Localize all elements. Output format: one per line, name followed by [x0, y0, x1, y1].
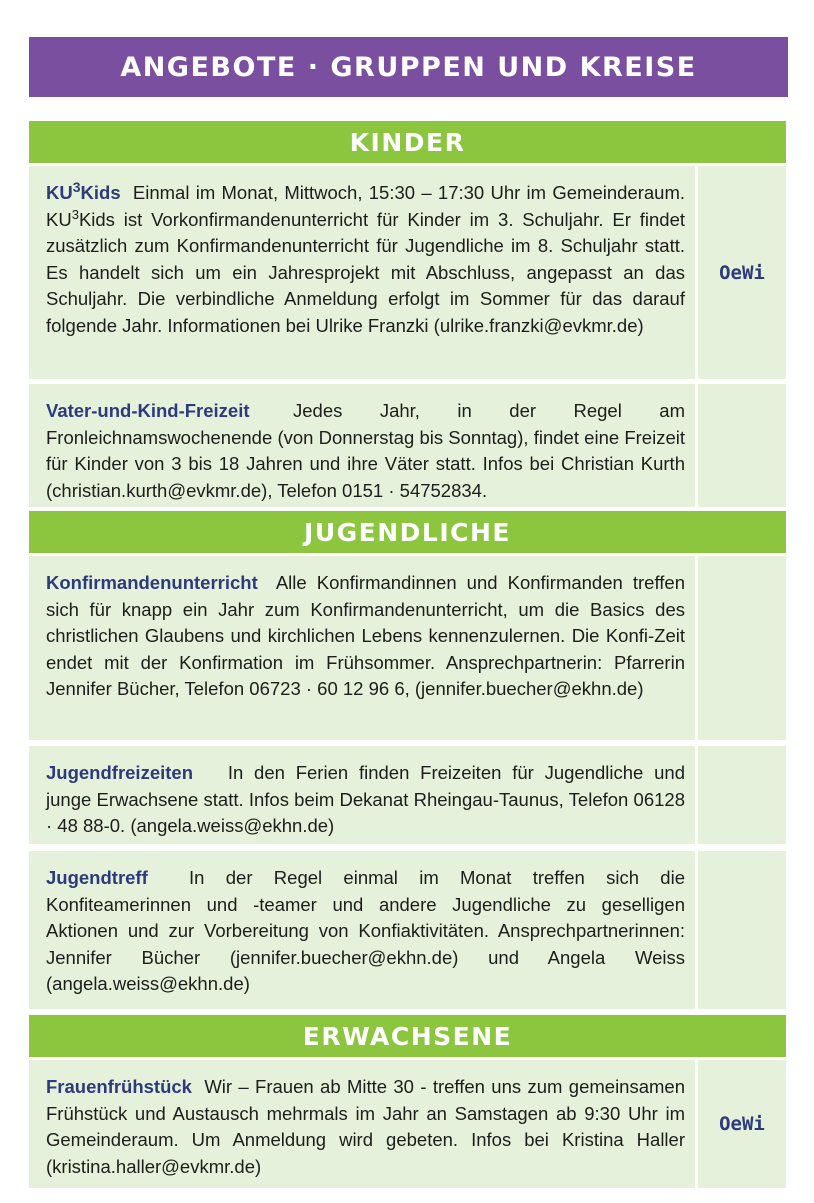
- entry-title: Frauenfrühstück: [46, 1076, 192, 1097]
- title-part: Kids: [80, 182, 121, 203]
- entry-vater-kind-freizeit: [29, 384, 786, 507]
- section-header-erwachsene: ERWACHSENE: [29, 1015, 786, 1057]
- entry-text: In der Regel einmal im Monat treffen sich die Konfiteamerinnen und -teamer und andere Jugendliche zu geselligen Aktionen und zur Vorbereitung von Konfiaktivitäten. Ansprechpartnerinnen: Jennifer Bücher (jennifer.buecher@ekhn.de) und Angela Weiss (angela.weiss@ekhn.de): [46, 867, 685, 995]
- text-superscript: 3: [71, 206, 79, 222]
- title-part: KU: [46, 182, 73, 203]
- entry-frauenfruehstueck: [29, 1060, 786, 1188]
- entry-title: Konfirmandenunterricht: [46, 572, 258, 593]
- entry-text: Alle Konfirmandinnen und Konfirmanden treffen sich für knapp ein Jahr zum Konfirmandenunterricht, um die Basics des christlichen Glaubens und kirchlichen Lebens kennenzulernen. Die Konfi-Zeit endet mit der Konfirmation im Frühsommer. Ansprechpartnerin: Pfarrerin Jennifer Bücher, Telefon 06723 · 60 12 96 6, (jennifer.buecher@ekhn.de): [46, 572, 685, 700]
- entry-title: [46, 178, 121, 203]
- entry-side-code: OeWi: [698, 1060, 786, 1188]
- entry-title: Vater-und-Kind-Freizeit: [46, 400, 250, 421]
- entry-text: Jedes Jahr, in der Regel am Fronleichnamswochenende (von Donnerstag bis Sonntag), findet eine Freizeit für Kinder von 3 bis 18 Jahren und ihre Väter statt. Infos bei Christian Kurth (christian.kurth@evkmr.de), Telefon 0151 · 54752834.: [46, 400, 686, 501]
- entry-text: In den Ferien finden Freizeiten für Jugendliche und junge Erwachsene statt. Infos beim Dekanat Rheingau-Taunus, Telefon 06128 · 48 88-0. (angela.weiss@ekhn.de): [46, 762, 686, 837]
- entry-content: [29, 384, 695, 507]
- entry-side-code: [698, 851, 786, 1009]
- section-header-jugendliche: JUGENDLICHE: [29, 511, 786, 553]
- entry-side-code: [698, 384, 786, 507]
- entry-content: [29, 851, 695, 1009]
- entry-title: Jugendtreff: [46, 867, 148, 888]
- entry-jugendtreff: [29, 851, 786, 1009]
- entry-side-code: OeWi: [698, 166, 786, 379]
- entry-content: [29, 556, 695, 740]
- entry-text: Kids ist Vorkonfirmandenunterricht für Kinder im 3. Schuljahr. Er findet zusätzlich zum Konfirmandenunterricht für Jugendliche im 8. Schuljahr statt. Es handelt sich um ein Jahresprojekt mit Abschluss, angepasst an das Schuljahr. Die verbindliche Anmeldung erfolgt im Sommer für das darauf folgende Jahr. Informationen bei Ulrike Franzki (ulrike.franzki@evkmr.de): [46, 208, 685, 336]
- entry-content: [29, 1060, 695, 1188]
- entry-content: [29, 746, 695, 844]
- entry-konfirmandenunterricht: [29, 556, 786, 740]
- entry-side-code: [698, 556, 786, 740]
- title-superscript: 3: [72, 178, 81, 195]
- page-title: ANGEBOTE · GRUPPEN UND KREISE: [29, 37, 788, 97]
- entry-text: Einmal im Monat, Mittwoch, 15:30 – 17:30 Uhr im Gemeinderaum. KU: [46, 182, 685, 230]
- entry-text: Wir – Frauen ab Mitte 30 - treffen uns zum gemeinsamen Frühstück und Austausch mehrmals im Jahr an Samstagen ab 9:30 Uhr im Gemeinderaum. Um Anmeldung wird gebeten. Infos bei Kristina Haller (kristina.haller@evkmr.de): [46, 1076, 685, 1177]
- entry-ku3kids: [29, 166, 786, 379]
- entry-content: [29, 166, 695, 379]
- entry-side-code: [698, 746, 786, 844]
- entry-title: Jugendfreizeiten: [46, 762, 193, 783]
- section-header-kinder: KINDER: [29, 121, 786, 163]
- entry-jugendfreizeiten: [29, 746, 786, 844]
